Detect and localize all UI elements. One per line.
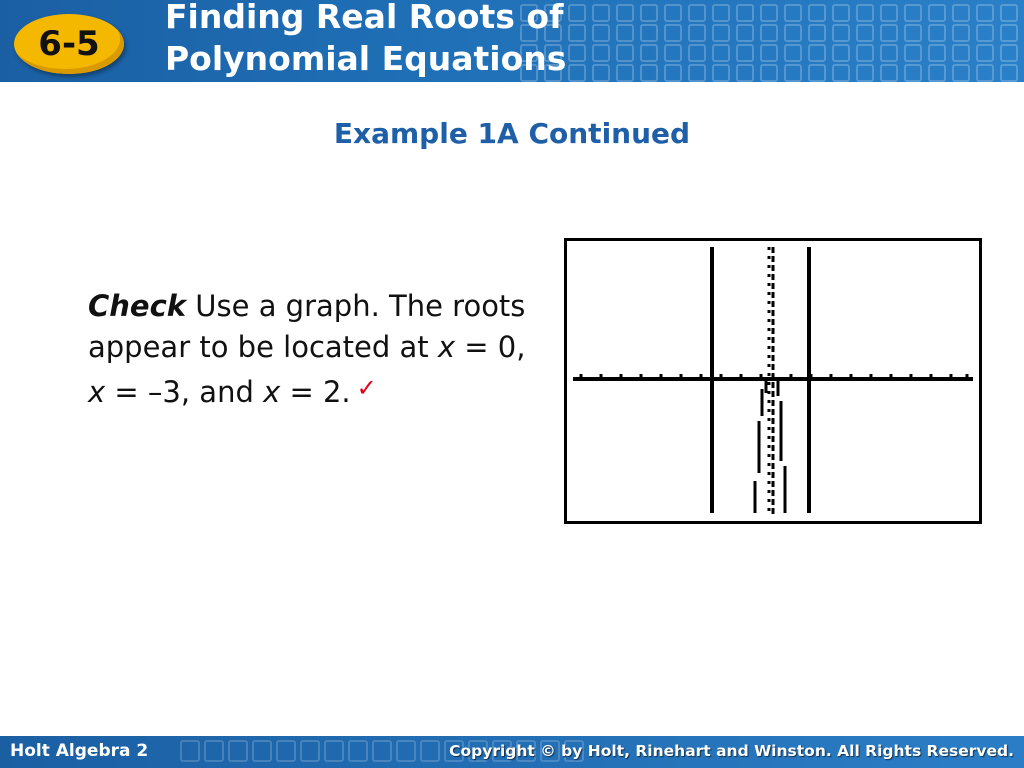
slide-footer bbox=[0, 736, 1024, 768]
grid-square bbox=[640, 64, 658, 82]
grid-square bbox=[784, 44, 802, 62]
grid-square bbox=[856, 64, 874, 82]
grid-square bbox=[688, 64, 706, 82]
check-keyword: Check bbox=[88, 289, 187, 323]
grid-square bbox=[664, 4, 682, 22]
grid-square bbox=[952, 64, 970, 82]
grid-square bbox=[784, 4, 802, 22]
grid-square bbox=[592, 24, 610, 42]
variable-x-2: x bbox=[88, 375, 106, 409]
grid-square bbox=[712, 44, 730, 62]
grid-square bbox=[952, 4, 970, 22]
grid-square bbox=[348, 740, 368, 762]
grid-square bbox=[1000, 4, 1018, 22]
footer-copyright: Copyright © by Holt, Rinehart and Winston. All Rights Reserved. bbox=[449, 742, 1014, 760]
grid-square bbox=[276, 740, 296, 762]
grid-square bbox=[616, 44, 634, 62]
grid-square bbox=[808, 24, 826, 42]
lesson-title-line-1: Finding Real Roots of bbox=[165, 0, 564, 36]
grid-square bbox=[640, 4, 658, 22]
text-segment-4: = 2. bbox=[280, 375, 351, 409]
grid-square bbox=[832, 4, 850, 22]
grid-square bbox=[736, 64, 754, 82]
grid-square bbox=[736, 44, 754, 62]
lesson-title-line-2: Polynomial Equations bbox=[165, 39, 567, 78]
grid-square bbox=[880, 24, 898, 42]
grid-square bbox=[300, 740, 320, 762]
grid-square bbox=[880, 64, 898, 82]
grid-square bbox=[784, 64, 802, 82]
grid-square bbox=[880, 4, 898, 22]
footer-course: Holt Algebra 2 bbox=[10, 741, 149, 761]
calculator-graph bbox=[564, 238, 982, 524]
grid-square bbox=[760, 44, 778, 62]
grid-square bbox=[592, 64, 610, 82]
graph-plot bbox=[567, 241, 979, 521]
grid-square bbox=[904, 24, 922, 42]
grid-square bbox=[712, 24, 730, 42]
lesson-number: 6-5 bbox=[38, 24, 100, 64]
grid-square bbox=[420, 740, 440, 762]
grid-square bbox=[252, 740, 272, 762]
lesson-badge bbox=[14, 14, 124, 74]
grid-square bbox=[976, 64, 994, 82]
grid-square bbox=[976, 4, 994, 22]
variable-x-1: x bbox=[437, 330, 456, 364]
grid-square bbox=[712, 64, 730, 82]
grid-square bbox=[904, 4, 922, 22]
grid-square bbox=[808, 64, 826, 82]
grid-square bbox=[928, 24, 946, 42]
grid-square bbox=[760, 4, 778, 22]
grid-square bbox=[832, 24, 850, 42]
grid-square bbox=[1000, 44, 1018, 62]
grid-square bbox=[856, 4, 874, 22]
checkmark-icon: ✓ bbox=[356, 374, 377, 402]
grid-square bbox=[736, 4, 754, 22]
grid-square bbox=[904, 64, 922, 82]
grid-square bbox=[688, 24, 706, 42]
grid-square bbox=[856, 44, 874, 62]
header-grid-decoration bbox=[520, 0, 1024, 82]
grid-square bbox=[1000, 64, 1018, 82]
grid-square bbox=[808, 4, 826, 22]
grid-square bbox=[784, 24, 802, 42]
grid-square bbox=[568, 4, 586, 22]
grid-square bbox=[640, 44, 658, 62]
example-title: Example 1A Continued bbox=[333, 117, 691, 150]
grid-square bbox=[952, 24, 970, 42]
grid-square bbox=[592, 4, 610, 22]
grid-square bbox=[904, 44, 922, 62]
grid-square bbox=[928, 64, 946, 82]
grid-square bbox=[616, 64, 634, 82]
text-segment-3: = –3, and bbox=[105, 375, 264, 409]
grid-square bbox=[664, 24, 682, 42]
grid-square bbox=[976, 24, 994, 42]
grid-square bbox=[880, 44, 898, 62]
grid-square bbox=[640, 24, 658, 42]
text-segment-2: = 0, bbox=[455, 330, 526, 364]
grid-square bbox=[760, 64, 778, 82]
check-paragraph bbox=[88, 286, 528, 413]
grid-square bbox=[760, 24, 778, 42]
grid-square bbox=[616, 4, 634, 22]
grid-square bbox=[396, 740, 416, 762]
grid-square bbox=[856, 24, 874, 42]
grid-square bbox=[952, 44, 970, 62]
grid-square bbox=[688, 44, 706, 62]
grid-square bbox=[832, 44, 850, 62]
grid-square bbox=[204, 740, 224, 762]
grid-square bbox=[712, 4, 730, 22]
grid-square bbox=[688, 4, 706, 22]
grid-square bbox=[664, 44, 682, 62]
grid-square bbox=[976, 44, 994, 62]
slide-header bbox=[0, 0, 1024, 82]
grid-square bbox=[568, 44, 586, 62]
grid-square bbox=[928, 44, 946, 62]
grid-square bbox=[180, 740, 200, 762]
grid-square bbox=[928, 4, 946, 22]
grid-square bbox=[808, 44, 826, 62]
variable-x-3: x bbox=[263, 375, 281, 409]
grid-square bbox=[616, 24, 634, 42]
grid-square bbox=[568, 24, 586, 42]
grid-square bbox=[324, 740, 344, 762]
grid-square bbox=[832, 64, 850, 82]
lesson-title bbox=[165, 0, 566, 80]
grid-square bbox=[736, 24, 754, 42]
grid-square bbox=[1000, 24, 1018, 42]
grid-square bbox=[568, 64, 586, 82]
grid-square bbox=[372, 740, 392, 762]
text-segment-1: Use a graph. The roots appear to be located at bbox=[88, 289, 526, 364]
grid-square bbox=[592, 44, 610, 62]
grid-square bbox=[664, 64, 682, 82]
grid-square bbox=[228, 740, 248, 762]
